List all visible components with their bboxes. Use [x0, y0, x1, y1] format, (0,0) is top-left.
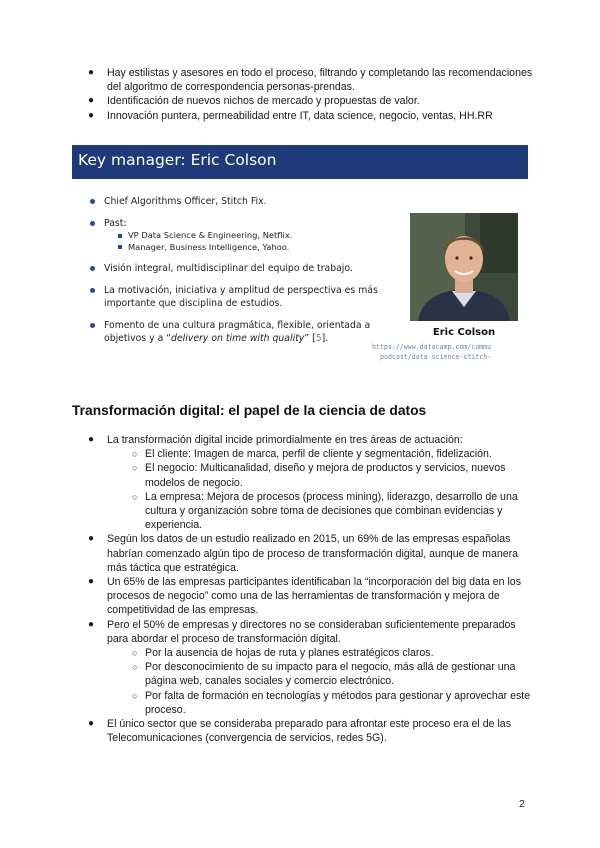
page-number: 2	[519, 798, 525, 810]
reference-link[interactable]: 5	[315, 333, 322, 344]
slide-title-bar	[72, 145, 528, 179]
list-item: ● Innovación puntera, permeabilidad entre IT, data science, negocio, ventas, HH.RR	[88, 109, 493, 122]
sub-bullet-icon: ○	[132, 491, 138, 502]
sub-list-item: ○ Por desconocimiento de su impacto para el negocio, más allá de gestionar una página web, canales sociales y comercio electrónico.	[132, 661, 516, 688]
bullet-icon: ●	[88, 67, 95, 78]
bullet-icon: ●	[88, 434, 95, 445]
bullet-icon: ●	[88, 95, 95, 107]
portrait-photo	[410, 213, 518, 321]
section-heading: Transformación digital: el papel de la ciencia de datos	[72, 403, 427, 418]
list-item: ● Pero el 50% de empresas y directores no se consideraban suficientemente preparados para abordar el proceso de transformación digital. ○ Por la ausencia de hojas de ruta y planes estratégicos claros. ○ Por desconocimiento de su impacto para el negocio, más allá de gestionar una página web, canales sociales y comercio electrónico. ○ Por falta de formación en tecnologías y métodos para gestionar y aprovechar este proceso.	[75, 618, 535, 717]
list-item: ● Hay estilistas y asesores en todo el proceso, filtrando y completando las recomendaciones del algoritmo de correspondencia personas-prendas.	[88, 67, 533, 94]
sub-bullet-icon: ○	[132, 648, 138, 659]
list-item: ● El único sector que se consideraba preparado para afrontar este proceso era el de las Telecomunicaciones (convergencia de servicios, redes 5G).	[88, 718, 511, 745]
slide-title: Key manager: Eric Colson	[78, 151, 277, 169]
sub-list-item: ○ El cliente: Imagen de marca, perfil de cliente y segmentación, fidelización.	[132, 448, 492, 461]
sub-list-item: ○ La empresa: Mejora de procesos (process mining), liderazgo, desarrollo de una cultura y organización sobre toma de decisiones que combinan evidencias y experiencia.	[132, 490, 518, 532]
photo-caption: Eric Colson	[432, 327, 496, 338]
sub-list-item: ○ Por falta de formación en tecnologías y métodos para gestionar y aprovechar este proceso.	[132, 689, 531, 716]
sub-bullet-icon: ○	[132, 690, 138, 701]
slide-item: Chief Algorithms Officer, Stitch Fix.	[90, 195, 380, 208]
sub-bullet-icon: ○	[132, 662, 138, 673]
bullet-icon: ●	[88, 533, 95, 545]
slide-item: Past: VP Data Science & Engineering, Netflix. Manager, Business Intelligence, Yahoo.	[90, 217, 380, 253]
list-item: ● Un 65% de las empresas participantes identificaban la “incorporación del big data en los procesos de negocio” como una de las herramientas de transformación y mejora de competitividad de las empresas.	[88, 576, 521, 617]
sub-list	[107, 447, 535, 532]
bullet-icon: ●	[88, 576, 95, 588]
slide-item: La motivación, iniciativa y amplitud de perspectiva es más importante que disciplina de estudios.	[90, 284, 380, 310]
slide-bullet-list	[90, 195, 380, 354]
bullet-icon: ●	[88, 618, 95, 630]
source-url[interactable]: https://www.datacamp.com/commu podcast/data-science-stitch-	[372, 343, 492, 361]
sub-list-item: ○ Por la ausencia de hojas de ruta y planes estratégicos claros.	[132, 647, 434, 660]
sub-list	[107, 646, 535, 717]
sub-bullet-icon: ○	[132, 463, 138, 474]
main-bullet-list	[75, 433, 535, 745]
slide-sub-item: Manager, Business Intelligence, Yahoo.	[104, 242, 380, 254]
list-item: ● Según los datos de un estudio realizado en 2015, un 69% de las empresas españolas habrían comenzado algún tipo de proceso de transformación digital, aunque de manera más táctica que estratégica.	[88, 533, 519, 574]
embedded-slide	[72, 145, 528, 389]
list-item: ● La transformación digital incide primordialmente en tres áreas de actuación: ○ El cliente: Imagen de marca, perfil de cliente y segmentación, fidelización. ○ El negocio: Multicanalidad, diseño y mejora de productos y servicios, nuevos modelos de negocio. ○ La empresa: Mejora de procesos (process mining), liderazgo, desarrollo de una cultura y organización sobre toma de decisiones que combinan evidencias y experiencia.	[75, 433, 535, 532]
bullet-icon: ●	[88, 718, 95, 730]
intro-bullet-list	[75, 66, 535, 123]
slide-sub-list	[104, 230, 380, 253]
slide-sub-item: VP Data Science & Engineering, Netflix.	[104, 230, 380, 242]
list-item: ● Identificación de nuevos nichos de mercado y propuestas de valor.	[88, 95, 420, 108]
slide-item: Fomento de una cultura pragmática, flexible, orientada a objetivos y a “delivery on time with quality” [5].	[90, 319, 380, 345]
slide-item: Visión integral, multidisciplinar del equipo de trabajo.	[90, 262, 380, 275]
sub-bullet-icon: ○	[132, 449, 138, 460]
sub-list-item: ○ El negocio: Multicanalidad, diseño y mejora de productos y servicios, nuevos modelos de negocio.	[132, 462, 506, 489]
bullet-icon: ●	[88, 109, 95, 121]
